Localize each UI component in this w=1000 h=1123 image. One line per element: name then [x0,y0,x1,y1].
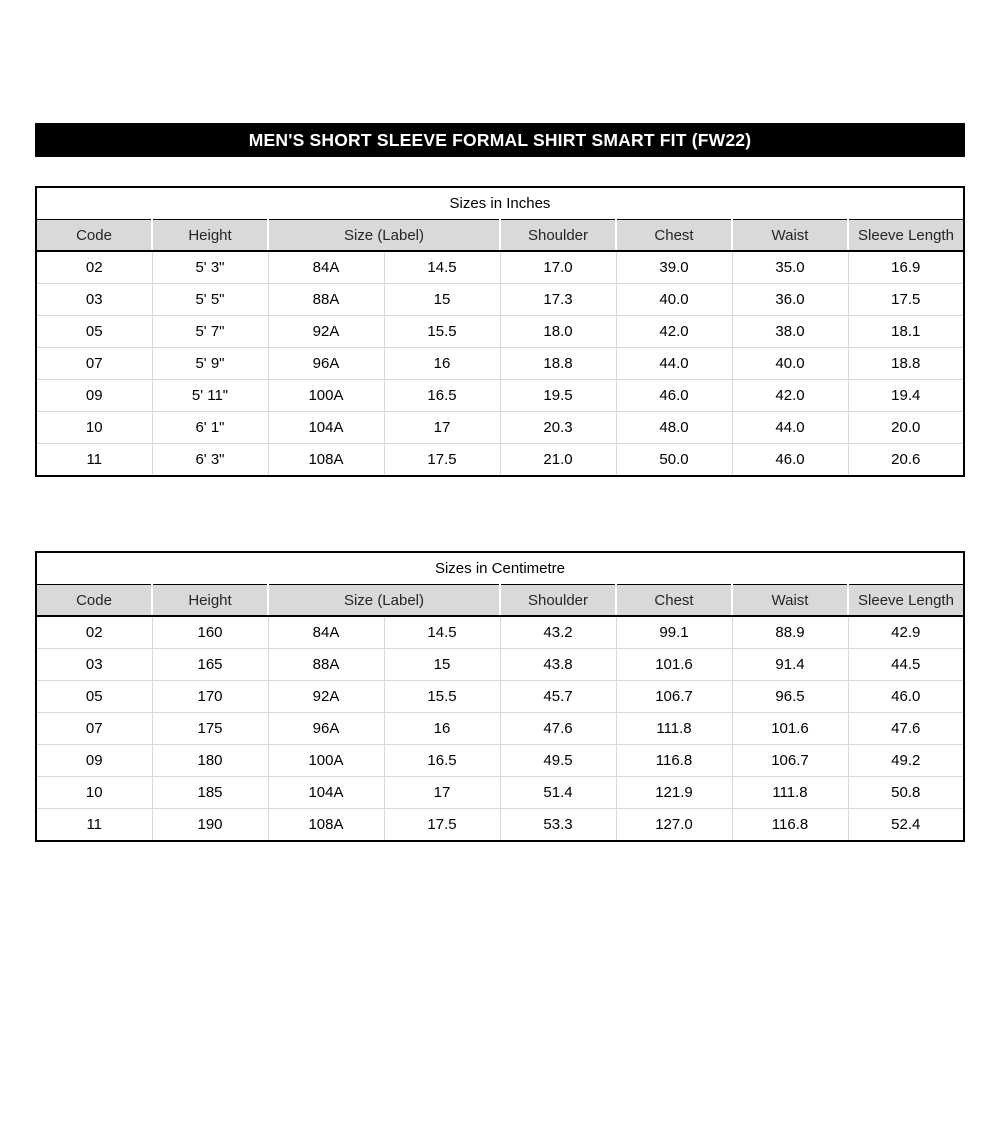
cell: 17.5 [384,444,500,477]
cell: 18.8 [848,348,964,380]
cell: 15 [384,649,500,681]
table-row [36,681,964,713]
table-header-row [36,585,964,617]
cell: 48.0 [616,412,732,444]
cell: 6' 3" [152,444,268,477]
table-row [36,444,964,477]
table-row [36,649,964,681]
cell: 101.6 [732,713,848,745]
cell: 18.8 [500,348,616,380]
column-header: Shoulder [500,585,616,617]
cell: 16.5 [384,745,500,777]
cell: 17.3 [500,284,616,316]
cell: 99.1 [616,616,732,649]
cell: 100A [268,745,384,777]
cell: 49.2 [848,745,964,777]
cell: 111.8 [732,777,848,809]
cell: 03 [36,284,152,316]
cell: 106.7 [616,681,732,713]
table-row [36,251,964,284]
cell: 104A [268,412,384,444]
cell: 116.8 [732,809,848,842]
cell: 16 [384,713,500,745]
cell: 180 [152,745,268,777]
cell: 44.0 [732,412,848,444]
cell: 14.5 [384,616,500,649]
cell: 17.5 [384,809,500,842]
table-title: Sizes in Centimetre [36,552,964,585]
cell: 88A [268,284,384,316]
cell: 03 [36,649,152,681]
cell: 38.0 [732,316,848,348]
cell: 45.7 [500,681,616,713]
cell: 43.2 [500,616,616,649]
cell: 108A [268,809,384,842]
column-header: Waist [732,585,848,617]
cell: 170 [152,681,268,713]
table-row [36,316,964,348]
cell: 10 [36,777,152,809]
cell: 05 [36,316,152,348]
cell: 5' 9" [152,348,268,380]
column-header: Sleeve Length [848,220,964,252]
cell: 84A [268,251,384,284]
column-header: Waist [732,220,848,252]
table-row [36,777,964,809]
cell: 16.9 [848,251,964,284]
cell: 108A [268,444,384,477]
cell: 6' 1" [152,412,268,444]
cell: 15 [384,284,500,316]
cell: 5' 7" [152,316,268,348]
cell: 17.5 [848,284,964,316]
column-header: Height [152,585,268,617]
cell: 18.0 [500,316,616,348]
page [35,123,965,842]
cell: 160 [152,616,268,649]
cell: 96A [268,348,384,380]
table-header-row [36,220,964,252]
cell: 49.5 [500,745,616,777]
cell: 11 [36,809,152,842]
table-row [36,348,964,380]
cell: 165 [152,649,268,681]
cell: 42.0 [732,380,848,412]
cell: 88A [268,649,384,681]
table-body [36,616,964,841]
cell: 111.8 [616,713,732,745]
cell: 88.9 [732,616,848,649]
cell: 40.0 [616,284,732,316]
cell: 39.0 [616,251,732,284]
cell: 104A [268,777,384,809]
table-row [36,713,964,745]
cell: 20.0 [848,412,964,444]
cell: 17 [384,777,500,809]
cell: 20.3 [500,412,616,444]
column-header: Size (Label) [268,585,500,617]
cell: 16 [384,348,500,380]
cell: 92A [268,316,384,348]
cell: 15.5 [384,681,500,713]
cell: 35.0 [732,251,848,284]
cell: 96A [268,713,384,745]
cell: 50.0 [616,444,732,477]
cell: 19.4 [848,380,964,412]
cell: 10 [36,412,152,444]
cell: 17 [384,412,500,444]
column-header: Code [36,220,152,252]
column-header: Height [152,220,268,252]
sizes-centimetre-table [35,551,965,842]
cell: 121.9 [616,777,732,809]
cell: 51.4 [500,777,616,809]
table-body [36,251,964,476]
column-header: Shoulder [500,220,616,252]
cell: 5' 5" [152,284,268,316]
cell: 101.6 [616,649,732,681]
table-row [36,284,964,316]
cell: 47.6 [848,713,964,745]
cell: 43.8 [500,649,616,681]
cell: 53.3 [500,809,616,842]
column-header: Sleeve Length [848,585,964,617]
cell: 116.8 [616,745,732,777]
cell: 07 [36,713,152,745]
cell: 44.5 [848,649,964,681]
cell: 47.6 [500,713,616,745]
cell: 15.5 [384,316,500,348]
cell: 100A [268,380,384,412]
page-title-banner [35,123,965,157]
cell: 44.0 [616,348,732,380]
cell: 05 [36,681,152,713]
cell: 46.0 [616,380,732,412]
cell: 18.1 [848,316,964,348]
cell: 46.0 [732,444,848,477]
cell: 07 [36,348,152,380]
column-header: Size (Label) [268,220,500,252]
cell: 92A [268,681,384,713]
cell: 17.0 [500,251,616,284]
cell: 42.9 [848,616,964,649]
table-row [36,380,964,412]
cell: 91.4 [732,649,848,681]
table-row [36,745,964,777]
cell: 50.8 [848,777,964,809]
cell: 11 [36,444,152,477]
table-row [36,616,964,649]
cell: 185 [152,777,268,809]
table-title-row [36,552,964,585]
table-row [36,809,964,842]
cell: 5' 3" [152,251,268,284]
cell: 16.5 [384,380,500,412]
column-header: Code [36,585,152,617]
table-title: Sizes in Inches [36,187,964,220]
cell: 96.5 [732,681,848,713]
cell: 106.7 [732,745,848,777]
cell: 14.5 [384,251,500,284]
cell: 09 [36,380,152,412]
cell: 175 [152,713,268,745]
cell: 52.4 [848,809,964,842]
column-header: Chest [616,220,732,252]
cell: 02 [36,251,152,284]
cell: 20.6 [848,444,964,477]
column-header: Chest [616,585,732,617]
cell: 36.0 [732,284,848,316]
cell: 5' 11" [152,380,268,412]
cell: 46.0 [848,681,964,713]
table-title-row [36,187,964,220]
cell: 42.0 [616,316,732,348]
page-title: MEN'S SHORT SLEEVE FORMAL SHIRT SMART FIT (FW22) [248,129,752,150]
table-row [36,412,964,444]
cell: 09 [36,745,152,777]
cell: 19.5 [500,380,616,412]
cell: 02 [36,616,152,649]
cell: 84A [268,616,384,649]
sizes-inches-table [35,186,965,477]
cell: 40.0 [732,348,848,380]
cell: 190 [152,809,268,842]
cell: 127.0 [616,809,732,842]
cell: 21.0 [500,444,616,477]
